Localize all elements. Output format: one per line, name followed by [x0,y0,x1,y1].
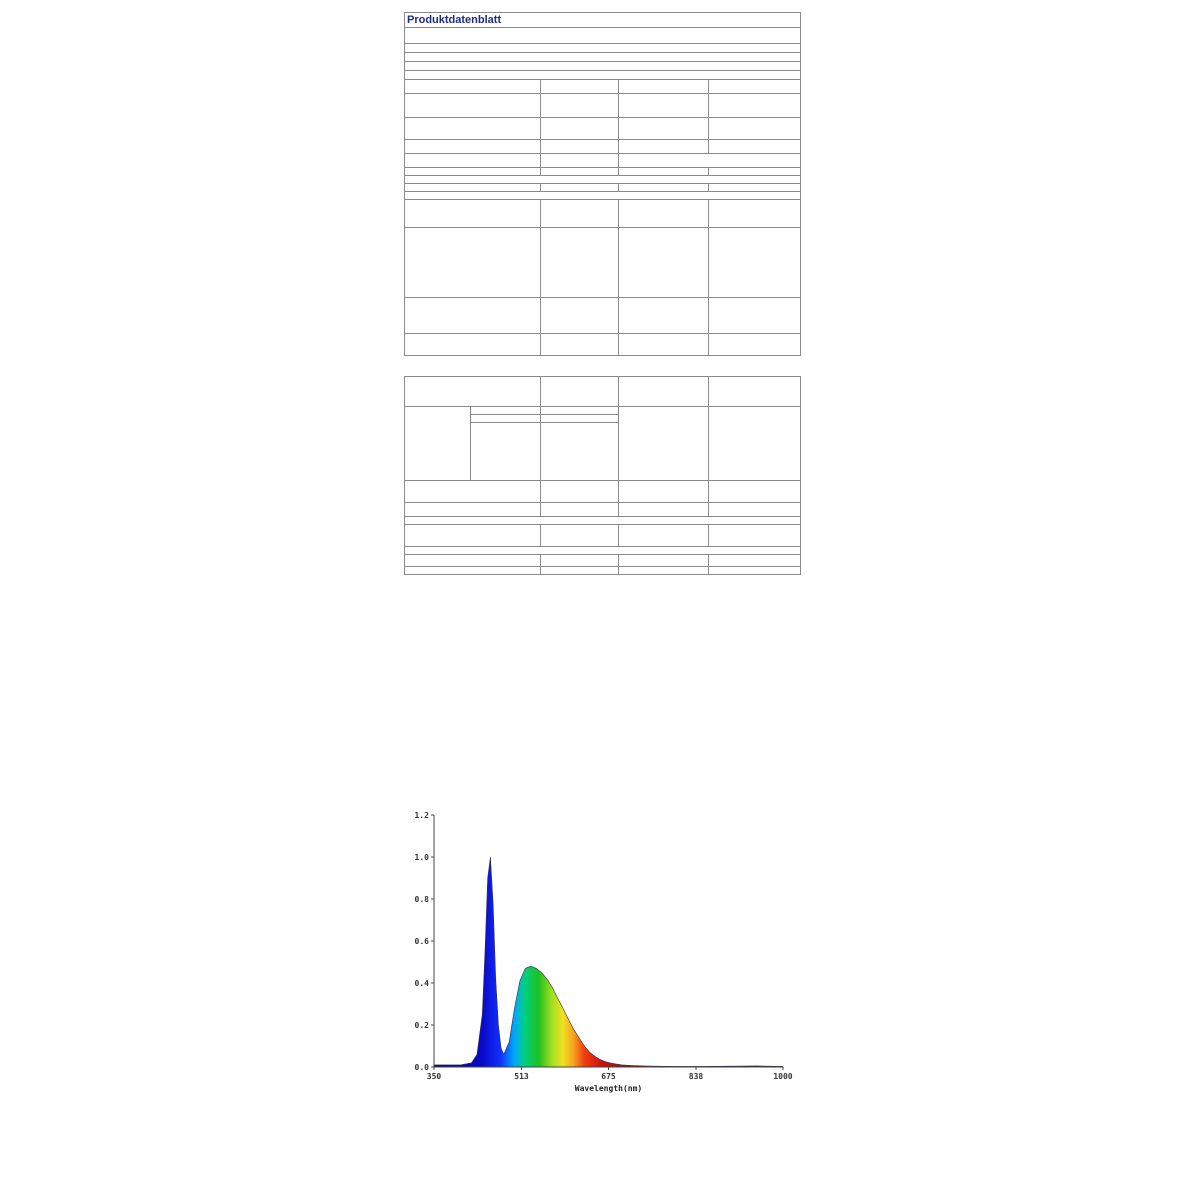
table-cell [541,481,619,503]
table-cell [541,407,619,415]
x-tick-label: 513 [514,1072,529,1081]
table-cell [619,298,709,334]
table-cell [405,140,541,154]
x-tick-label: 350 [426,1072,442,1081]
table-cell [405,168,541,176]
table-cell [541,140,619,154]
section-heading [405,547,801,555]
spectrum-svg [400,805,800,1095]
table-cell [709,334,801,356]
table-cell [709,377,801,407]
y-tick-label: 0.8 [414,895,429,904]
supplier-row [405,44,801,53]
table-cell [405,503,541,517]
table-cell [619,118,709,140]
table-cell [541,555,619,567]
footnotes [404,575,800,589]
table-cell [709,200,801,228]
table-cell [541,377,619,407]
table-cell [405,334,541,356]
table-cell [619,567,709,575]
spectrum-chart [400,805,800,1095]
table-cell [541,415,619,423]
table-cell [709,567,801,575]
table-cell [541,168,619,176]
datasheet-table-page2 [404,376,801,575]
y-axis-ticks [415,811,434,1072]
table-cell [405,94,541,118]
table-cell [405,407,471,481]
section-heading [405,176,801,184]
table-cell [619,525,709,547]
table-cell [619,80,709,94]
table-cell [405,184,541,192]
model-row [405,62,801,71]
table-cell [709,118,801,140]
table-cell [471,423,541,481]
table-cell [709,525,801,547]
table-cell [541,118,619,140]
table-cell [619,503,709,517]
y-tick-label: 0.0 [414,1063,429,1072]
table-cell [619,377,709,407]
table-cell [405,228,541,298]
x-tick-label: 838 [688,1072,704,1081]
table-cell [471,415,541,423]
table-cell [619,334,709,356]
table-cell [471,407,541,415]
table-cell [619,407,709,481]
table-cell [405,118,541,140]
table-cell [405,567,541,575]
light-source-type-row [405,71,801,80]
table-cell [541,80,619,94]
table-cell [541,334,619,356]
table-cell [405,298,541,334]
table-cell [709,140,801,154]
product-datasheet [404,12,800,589]
table-cell [709,503,801,517]
table-cell [541,525,619,547]
y-tick-label: 1.0 [414,853,429,862]
table-cell [541,154,619,168]
table-cell [541,94,619,118]
table-cell [619,184,709,192]
table-cell [541,200,619,228]
table-cell [405,154,541,168]
table-cell [541,567,619,575]
table-cell [619,168,709,176]
plot-area [434,857,783,1067]
table-cell [541,184,619,192]
x-tick-label: 1000 [773,1072,793,1081]
table-cell [405,555,541,567]
section-heading [405,517,801,525]
table-cell [619,94,709,118]
y-tick-label: 0.2 [414,1021,429,1030]
table-cell [619,481,709,503]
datasheet-table [404,12,801,356]
spectrum-area [434,857,783,1067]
table-cell [405,200,541,228]
table-cell [709,555,801,567]
y-tick-label: 1.2 [414,811,429,820]
table-cell [709,228,801,298]
y-tick-label: 0.6 [414,937,429,946]
address-row [405,53,801,62]
table-cell [709,481,801,503]
table-cell [619,555,709,567]
table-cell [619,154,801,168]
table-cell [709,298,801,334]
x-axis-label: Wavelength(nm) [574,1084,643,1093]
table-cell [619,228,709,298]
table-cell [405,80,541,94]
table-cell [619,140,709,154]
table-cell [709,94,801,118]
table-cell [541,503,619,517]
table-cell [541,298,619,334]
table-cell [405,525,541,547]
table-cell [541,228,619,298]
datasheet-intro [405,28,801,44]
table-cell [709,407,801,481]
y-tick-label: 0.4 [414,979,429,988]
table-cell [405,481,541,503]
table-cell [405,377,541,407]
x-tick-label: 675 [601,1072,616,1081]
table-cell [541,423,619,481]
x-axis-ticks [427,1067,793,1081]
table-cell [709,80,801,94]
table-cell [709,184,801,192]
datasheet-title: Produktdatenblatt [405,13,801,28]
section-heading [405,192,801,200]
table-cell [619,200,709,228]
table-cell [709,168,801,176]
